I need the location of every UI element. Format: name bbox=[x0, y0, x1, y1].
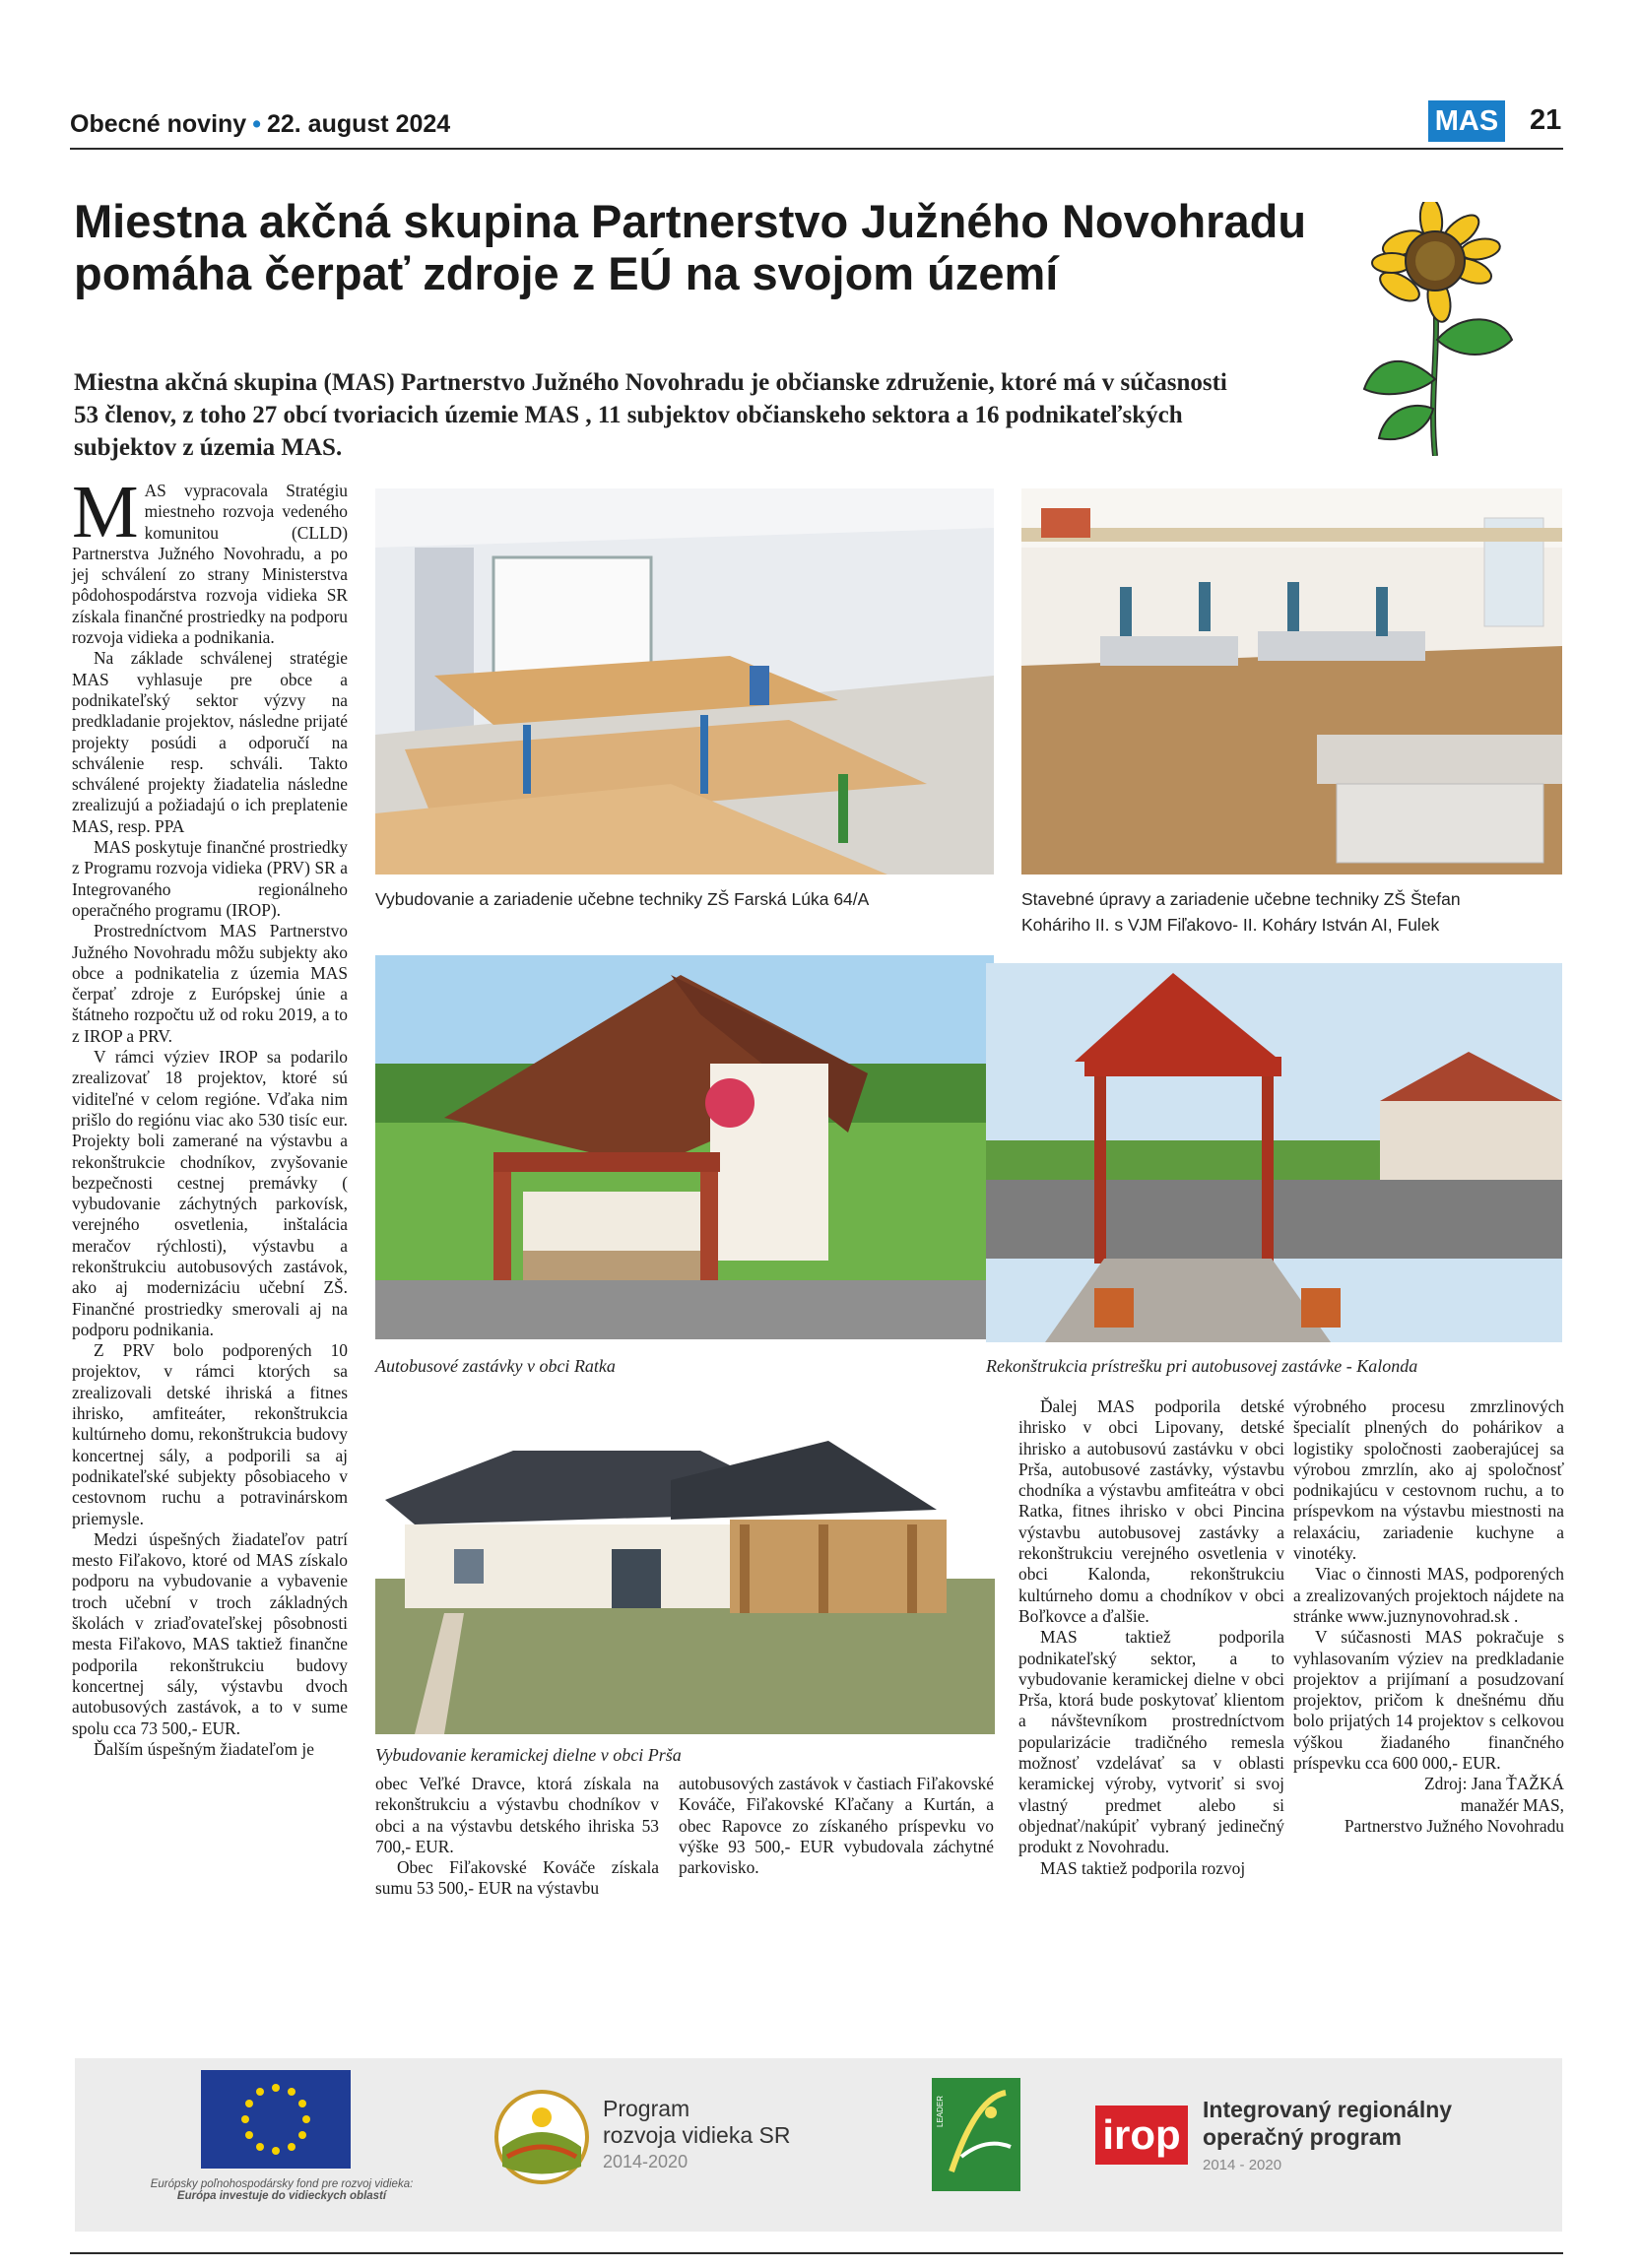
photo-shelter-kalonda bbox=[986, 963, 1562, 1342]
paragraph: Na základe schválenej stratégie MAS vyhlasuje pre obce a podnikateľský sektor výzvy na predkladanie projektov, následne prijaté projekty posúdi a odporučí na schválenie resp. schváli. Takto schválené projekty žiadatelia následne zrealizujú a požiadajú o ich preplatenie MAS, resp. PPA bbox=[72, 648, 348, 836]
footer-rule bbox=[70, 2252, 1563, 2254]
section-badge: MAS bbox=[1428, 100, 1505, 142]
funding-logos-bar bbox=[75, 2058, 1562, 2232]
caption-photo-2: Stavebné úpravy a zariadenie učebne techniky ZŠ Štefan Koháriho II. s VJM Fiľakovo- II. Koháry István AI, Fulek bbox=[1021, 889, 1461, 935]
caption-photo-3: Autobusové zastávky v obci Ratka bbox=[375, 1356, 616, 1376]
eu-flag-icon bbox=[201, 2070, 351, 2169]
header-rule bbox=[70, 148, 1563, 150]
photo-classroom-filakovo bbox=[1021, 488, 1562, 875]
irop-logo-icon: irop bbox=[1095, 2106, 1188, 2165]
paragraph: MAS vypracovala Stratégiu miestneho rozvoja vedeného komunitou (CLLD) Partnerstva Južného Novohradu, a po jej schválení zo strany Ministerstva pôdohospodárstva rozvoja vidieka SR získala finančné prostriedky na podporu rozvoja vidieka a podnikania. bbox=[72, 471, 348, 648]
caption-photo-1: Vybudovanie a zariadenie učebne techniky ZŠ Farská Lúka 64/A bbox=[375, 889, 870, 909]
sunflower-icon bbox=[1345, 202, 1522, 456]
leader-label: LEADER bbox=[936, 2095, 945, 2127]
paragraph: obec Veľké Dravce, ktorá získala na rekonštrukciu a výstavbu chodníkov v obci a na výstavbu detského ihriska 53 700,- EUR. bbox=[375, 1774, 659, 1856]
prv-logo-icon bbox=[492, 2088, 591, 2186]
caption-photo-5: Vybudovanie keramickej dielne v obci Prša bbox=[375, 1745, 682, 1765]
article-column-2 bbox=[375, 1774, 659, 1900]
paragraph: MAS taktiež podporila podnikateľský sektor, a to vybudovanie keramickej dielne v obci Prša, ktorá bude poskytovať klientom a návštevníkom prostredníctvom popularizácie tradičného remesla možnosť vzdelávať sa v oblasti keramickej výroby, vytvoriť si svoj vlastný predmet alebo si objednať/nakúpiť vybraný jedinečný produkt z Novohradu. bbox=[1018, 1627, 1284, 1857]
paragraph: autobusových zastávok v častiach Fiľakovské Kováče, Fiľakovské Kľačany a Kurtán, a obec Rapovce zo získaného príspevku vo výške 93 500,- EUR vybudovala záchytné parkovisko. bbox=[679, 1774, 994, 1878]
photo-classroom-farska-luka bbox=[375, 488, 994, 875]
photo-bus-stop-ratka bbox=[375, 955, 994, 1339]
paragraph: Viac o činnosti MAS, podporených a zrealizovaných projektoch nájdete na stránke www.juznynovohrad.sk . bbox=[1293, 1564, 1564, 1626]
paragraph: Ďalším úspešným žiadateľom je bbox=[94, 1738, 314, 1759]
prv-title: Program rozvoja vidieka SR bbox=[603, 2096, 791, 2148]
caption-photo-4: Rekonštrukcia prístrešku pri autobusovej zastávke - Kalonda bbox=[986, 1356, 1418, 1376]
separator-dot: • bbox=[252, 110, 261, 138]
leader-logo-icon bbox=[932, 2078, 1020, 2191]
paragraph: Prostredníctvom MAS Partnerstvo Južného Novohradu môžu subjekty ako obce a podnikatelia z územia MAS čerpať zdroje z Európskej únie a štátneho rozpočtu už od roku 2019, a to z IROP a PRV. bbox=[72, 921, 348, 1046]
article-column-3 bbox=[679, 1774, 994, 1878]
paragraph: Z PRV bolo podporených 10 projektov, v rámci ktorých sa zrealizovali detské ihriská a fitnes ihrisko, amfiteáter, rekonštrukcia kultúrneho domu, rekonštrukcia budovy koncertnej sály, a podporili sa aj podnikateľské subjekty pôsobiaceho v cestovnom ruchu a potravinárskom priemysle. bbox=[72, 1340, 348, 1528]
article-signature: Zdroj: Jana ŤAŽKÁ manažér MAS, Partnerstvo Južného Novohradu bbox=[1344, 1774, 1564, 1836]
paragraph: V súčasnosti MAS pokračuje s vyhlasovaním výziev na predkladanie projektov a prijímaní a posudzovaní projektov, pričom k dnešnému dňu bolo prijatých 14 projektov s celkovou výškou žiadaného finančného príspevku cca 600 000,- EUR. bbox=[1293, 1627, 1564, 1774]
issue-date: 22. august 2024 bbox=[266, 110, 451, 138]
irop-title: Integrovaný regionálny operačný program bbox=[1203, 2097, 1453, 2150]
article-column-4 bbox=[1018, 1396, 1284, 1879]
drop-cap: M bbox=[72, 471, 139, 553]
publication-header bbox=[70, 110, 450, 139]
photo-ceramics-workshop-prsa bbox=[375, 1401, 995, 1734]
paragraph: Obec Fiľakovské Kováče získala sumu 53 500,- EUR na výstavbu bbox=[375, 1857, 659, 1899]
paragraph: MAS taktiež podporila rozvoj bbox=[1040, 1857, 1246, 1878]
article-column-1 bbox=[72, 471, 348, 1760]
paragraph: Ďalej MAS podporila detské ihrisko v obci Lipovany, detské ihrisko a autobusovú zastávku v obci Prša, autobusové zastávky, výstavbu chodníka a výstavbu amfiteátra v obci Ratka, fitnes ihrisko v obci Pincina výstavbu autobusovej zastávky a rekonštrukciu verejného osvetlenia v obci Kalonda, rekonštrukciu kultúrneho domu a chodníkov v obci Boľkovce a ďalšie. bbox=[1018, 1396, 1284, 1626]
publication-name: Obecné noviny bbox=[70, 110, 247, 138]
article-title: Miestna akčná skupina Partnerstvo Južného Novohradu pomáha čerpať zdroje z EÚ na svojom území bbox=[74, 195, 1307, 299]
paragraph: MAS poskytuje finančné prostriedky z Programu rozvoja vidieka (PRV) SR a Integrovaného regionálneho operačného programu (IROP). bbox=[72, 837, 348, 920]
paragraph: Medzi úspešných žiadateľov patrí mesto Fiľakovo, ktoré od MAS získalo podporu na vybudovanie a vybavenie troch učební v troch základných školách v zriaďovateľskej pôsobnosti mesta Fiľakovo, MAS taktiež finančne podporila rekonštrukciu budovy koncertnej sály, výstavbu dvoch autobusových zastávok, a to v sume spolu cca 73 500,- EUR. bbox=[72, 1528, 348, 1738]
article-column-5 bbox=[1293, 1396, 1564, 1837]
paragraph: výrobného procesu zmrzlinových špecialít plnených do pohárikov a logistiky spoločnosti zaoberajúcej sa výrobou zmrzlín, ako aj spoločnosť podnikajúcu v cestovnom ruchu, a to príspevkom na výstavbu miestnosti na relaxáciu, zariadenie kuchyne a vinotéky. bbox=[1293, 1396, 1564, 1564]
irop-years: 2014 - 2020 bbox=[1203, 2157, 1282, 2173]
prv-years: 2014-2020 bbox=[603, 2152, 689, 2171]
article-lead: Miestna akčná skupina (MAS) Partnerstvo Južného Novohradu je občianske združenie, ktoré má v súčasnosti 53 členov, z toho 27 obcí tvoriacich územie MAS , 11 subjektov občianskeho sektora a 16 podnikateľských subjektov z územia MAS. bbox=[74, 369, 1227, 461]
page-number: 21 bbox=[1530, 104, 1562, 136]
eu-caption: Európsky poľnohospodársky fond pre rozvoj vidieka: Európa investuje do vidieckych oblastí bbox=[150, 2178, 414, 2202]
paragraph: V rámci výziev IROP sa podarilo zrealizovať 18 projektov, ktoré sú viditeľné v celom regióne. Vďaka nim prišlo do regiónu viac ako 530 tisíc eur. Projekty boli zamerané na výstavbu a rekonštrukcie chodníkov, zvyšovanie bezpečnosti cestnej premávky ( vybudovanie záchytných parkovísk, verejného osvetlenia, inštalácia meračov rýchlosti), výstavbu a rekonštrukciu autobusových zastávok, ako aj modernizáciu učební ZŠ. Finančné prostriedky smerovali aj na podporu podnikania. bbox=[72, 1047, 348, 1339]
